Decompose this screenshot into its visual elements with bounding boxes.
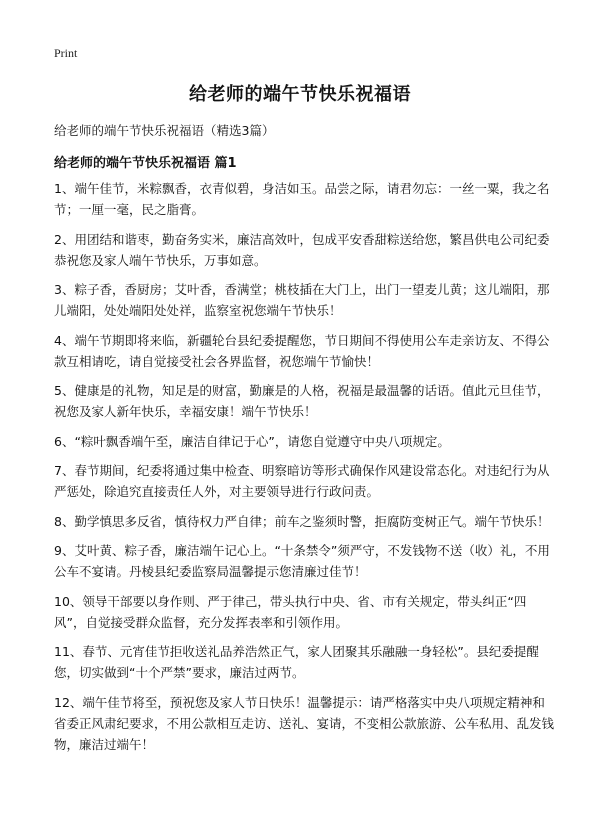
- blessing-paragraph-4: 4、端午节期即将来临，新疆轮台县纪委提醒您，节日期间不得使用公车走亲访友、不得公款互相请吃，请自觉接受社会各界监督，祝您端午节愉快！: [54, 332, 550, 369]
- blessing-paragraph-7: 7、春节期间，纪委将通过集中检查、明察暗访等形式确保作风建设常态化。对违纪行为从严惩处，除追究直接责任人外，对主要领导进行行政问责。: [54, 463, 550, 499]
- blessing-list: [54, 178, 554, 763]
- blessing-paragraph-2: 2、用团结和谐枣，勤奋务实米，廉洁高效叶，包成平安香甜粽送给您，繁昌供电公司纪委恭祝您及家人端午节快乐，万事如意。: [54, 231, 550, 268]
- blessing-paragraph-6: 6、“粽叶飘香端午至，廉洁自律记于心”，请您自觉遵守中央八项规定。: [54, 433, 450, 449]
- section-heading: 给老师的端午节快乐祝福语 篇1: [54, 156, 237, 171]
- blessing-paragraph-3: 3、粽子香，香厨房；艾叶香，香满堂；桃枝插在大门上，出门一望麦儿黄；这儿端阳，那儿端阳，处处端阳处处祥，监察室祝您端午节快乐！: [54, 282, 550, 318]
- blessing-paragraph-8: 8、勤学慎思多反省，慎待权力严自律；前车之鉴须时警，拒腐防变树正气。端午节快乐！: [54, 513, 550, 529]
- blessing-paragraph-5: 5、健康是的礼物，知足是的财富，勤廉是的人格，祝福是最温馨的话语。值此元旦佳节，祝您及家人新年快乐，幸福安康！端午节快乐！: [54, 383, 550, 419]
- blessing-paragraph-10: 10、领导干部要以身作则、严于律己，带头执行中央、省、市有关规定，带头纠正“四风”，自觉接受群众监督，充分发挥表率和引领作用。: [54, 593, 527, 630]
- document-title: 给老师的端午节快乐祝福语: [189, 84, 411, 105]
- print-link[interactable]: Print: [54, 46, 78, 60]
- blessing-paragraph-11: 11、春节、元宵佳节拒收送礼品养浩然正气，家人团聚其乐融融一身轻松”。县纪委提醒您，切实做到“十个严禁”要求，廉洁过两节。: [54, 644, 539, 680]
- blessing-paragraph-9: 9、艾叶黄、粽子香，廉洁端午记心上。“十条禁令”须严守，不发钱物不送（收）礼，不用公车不宴请。丹棱县纪委监察局温馨提示您清廉过佳节！: [54, 543, 550, 579]
- blessing-paragraph-1: 1、端午佳节，米粽飘香，衣青似碧，身洁如玉。品尝之际，请君勿忘：一丝一粟，我之名节；一厘一毫，民之脂膏。: [54, 181, 550, 217]
- blessing-paragraph-12: 12、端午佳节将至，预祝您及家人节日快乐！温馨提示：请严格落实中央八项规定精神和省委正风肃纪要求，不用公款相互走访、送礼、宴请，不变相公款旅游、公车私用、乱发钱物，廉洁过端午！: [54, 694, 555, 752]
- document-subtitle: 给老师的端午节快乐祝福语（精选3篇）: [54, 123, 275, 138]
